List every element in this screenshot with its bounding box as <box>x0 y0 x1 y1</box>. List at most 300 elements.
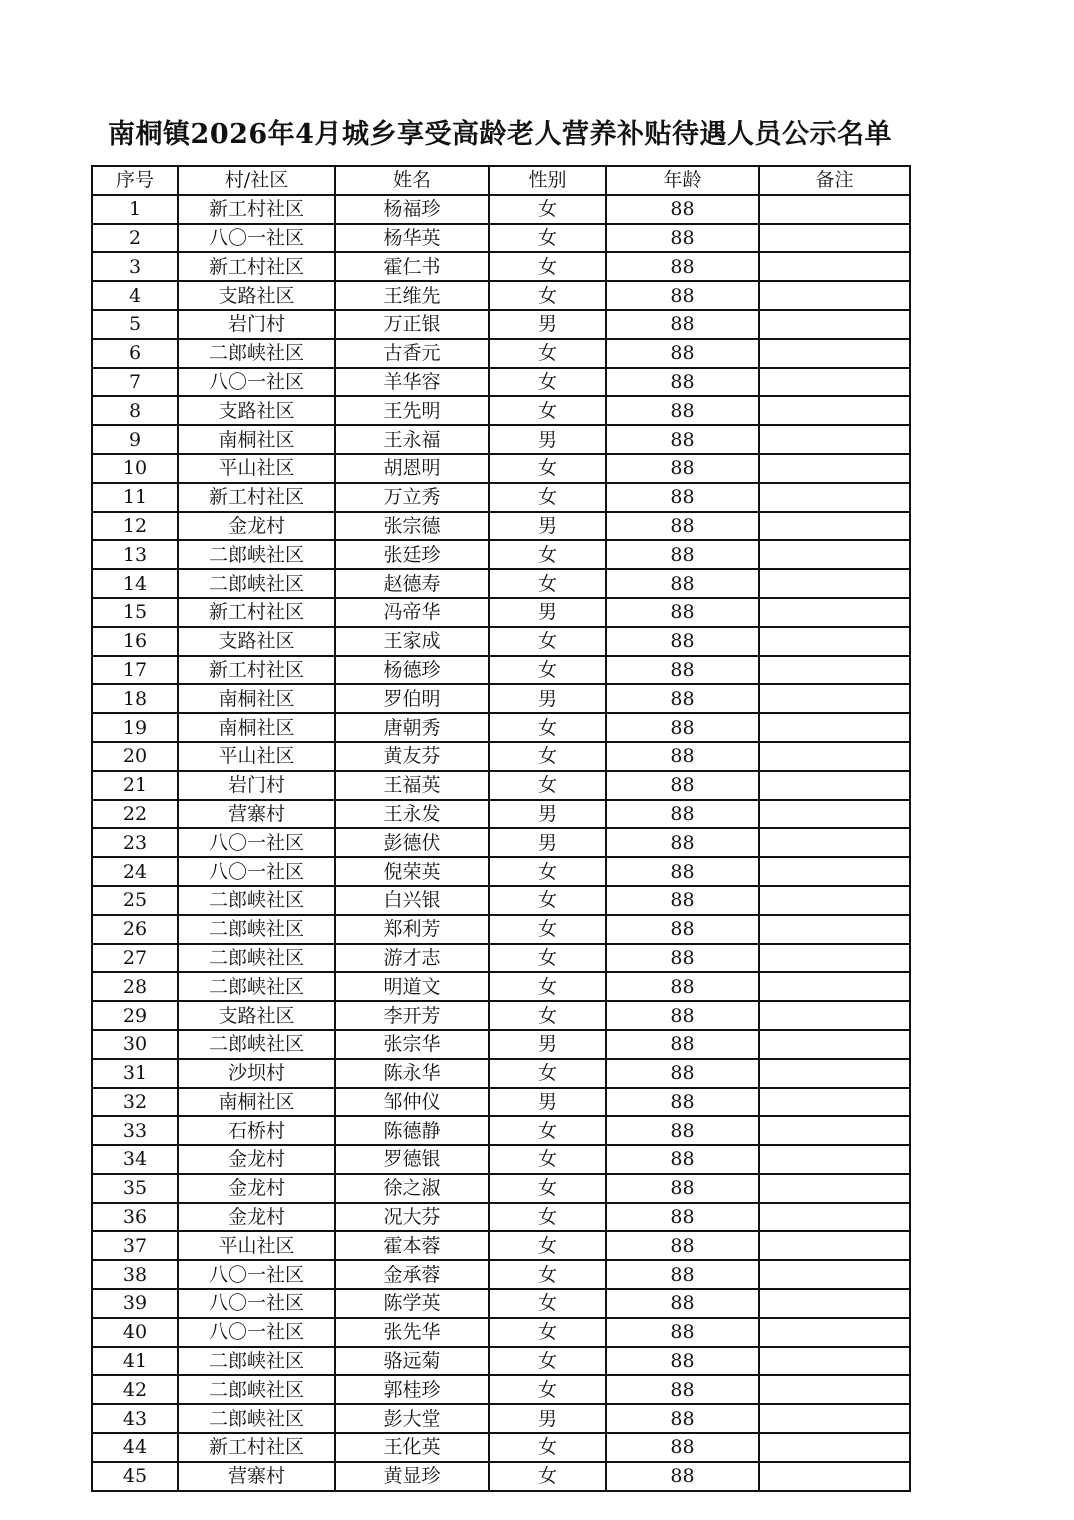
cell-gender: 女 <box>489 1433 606 1462</box>
cell-name: 郭桂珍 <box>335 1375 489 1404</box>
table-row <box>92 771 910 800</box>
cell-name: 倪荣英 <box>335 857 489 886</box>
table-row <box>92 1145 910 1174</box>
cell-age: 88 <box>606 713 759 742</box>
cell-age: 88 <box>606 425 759 454</box>
column-header-name: 姓名 <box>335 166 489 195</box>
cell-community: 二郎峡社区 <box>178 339 335 368</box>
cell-name: 金承蓉 <box>335 1260 489 1289</box>
cell-community: 沙坝村 <box>178 1059 335 1088</box>
cell-gender: 女 <box>489 915 606 944</box>
table-row <box>92 425 910 454</box>
cell-gender: 女 <box>489 1347 606 1376</box>
cell-name: 黄显珍 <box>335 1462 489 1491</box>
cell-index: 31 <box>92 1059 178 1088</box>
cell-community: 二郎峡社区 <box>178 1404 335 1433</box>
cell-community: 八〇一社区 <box>178 1318 335 1347</box>
cell-remarks <box>759 915 910 944</box>
cell-index: 27 <box>92 944 178 973</box>
cell-age: 88 <box>606 598 759 627</box>
cell-remarks <box>759 1347 910 1376</box>
cell-community: 二郎峡社区 <box>178 915 335 944</box>
cell-age: 88 <box>606 1203 759 1232</box>
cell-index: 24 <box>92 857 178 886</box>
cell-remarks <box>759 742 910 771</box>
cell-community: 二郎峡社区 <box>178 972 335 1001</box>
cell-name: 彭大堂 <box>335 1404 489 1433</box>
cell-community: 支路社区 <box>178 396 335 425</box>
table-row <box>92 569 910 598</box>
cell-remarks <box>759 944 910 973</box>
cell-gender: 男 <box>489 310 606 339</box>
table-row <box>92 656 910 685</box>
cell-community: 金龙村 <box>178 512 335 541</box>
cell-community: 新工村社区 <box>178 195 335 224</box>
cell-remarks <box>759 1260 910 1289</box>
cell-gender: 男 <box>489 512 606 541</box>
table-row <box>92 454 910 483</box>
cell-age: 88 <box>606 742 759 771</box>
cell-name: 徐之淑 <box>335 1174 489 1203</box>
table-row <box>92 1433 910 1462</box>
cell-community: 营寨村 <box>178 1462 335 1491</box>
cell-community: 二郎峡社区 <box>178 944 335 973</box>
table-row <box>92 368 910 397</box>
cell-name: 王先明 <box>335 396 489 425</box>
cell-name: 杨华英 <box>335 224 489 253</box>
cell-community: 平山社区 <box>178 454 335 483</box>
cell-remarks <box>759 224 910 253</box>
cell-index: 3 <box>92 252 178 281</box>
cell-remarks <box>759 828 910 857</box>
cell-remarks <box>759 425 910 454</box>
cell-community: 石桥村 <box>178 1116 335 1145</box>
table-row <box>92 1404 910 1433</box>
cell-name: 唐朝秀 <box>335 713 489 742</box>
cell-name: 杨德珍 <box>335 656 489 685</box>
cell-name: 郑利芳 <box>335 915 489 944</box>
cell-remarks <box>759 540 910 569</box>
cell-age: 88 <box>606 1404 759 1433</box>
table-row <box>92 828 910 857</box>
cell-index: 37 <box>92 1231 178 1260</box>
cell-gender: 女 <box>489 1145 606 1174</box>
cell-age: 88 <box>606 1260 759 1289</box>
table-row <box>92 1318 910 1347</box>
cell-community: 南桐社区 <box>178 684 335 713</box>
table-row <box>92 1462 910 1491</box>
cell-gender: 女 <box>489 1059 606 1088</box>
cell-remarks <box>759 684 910 713</box>
cell-index: 40 <box>92 1318 178 1347</box>
cell-name: 万正银 <box>335 310 489 339</box>
cell-age: 88 <box>606 483 759 512</box>
cell-remarks <box>759 1375 910 1404</box>
cell-name: 王永发 <box>335 800 489 829</box>
cell-community: 二郎峡社区 <box>178 1347 335 1376</box>
roster-body <box>92 195 910 1491</box>
cell-age: 88 <box>606 684 759 713</box>
cell-remarks <box>759 195 910 224</box>
cell-age: 88 <box>606 540 759 569</box>
cell-index: 2 <box>92 224 178 253</box>
table-row <box>92 1174 910 1203</box>
cell-community: 营寨村 <box>178 800 335 829</box>
cell-gender: 女 <box>489 483 606 512</box>
header-row <box>92 166 910 195</box>
cell-gender: 女 <box>489 1289 606 1318</box>
cell-community: 八〇一社区 <box>178 1260 335 1289</box>
cell-community: 八〇一社区 <box>178 368 335 397</box>
cell-gender: 女 <box>489 1375 606 1404</box>
cell-name: 王维先 <box>335 281 489 310</box>
cell-index: 30 <box>92 1030 178 1059</box>
cell-remarks <box>759 339 910 368</box>
cell-index: 44 <box>92 1433 178 1462</box>
cell-age: 88 <box>606 1289 759 1318</box>
cell-name: 万立秀 <box>335 483 489 512</box>
table-row <box>92 1203 910 1232</box>
cell-age: 88 <box>606 972 759 1001</box>
column-header-age: 年龄 <box>606 166 759 195</box>
cell-gender: 男 <box>489 828 606 857</box>
cell-name: 霍仁书 <box>335 252 489 281</box>
cell-index: 17 <box>92 656 178 685</box>
cell-age: 88 <box>606 915 759 944</box>
cell-gender: 女 <box>489 281 606 310</box>
table-row <box>92 972 910 1001</box>
table-row <box>92 886 910 915</box>
cell-remarks <box>759 627 910 656</box>
cell-age: 88 <box>606 1088 759 1117</box>
cell-index: 35 <box>92 1174 178 1203</box>
table-row <box>92 1375 910 1404</box>
cell-age: 88 <box>606 1030 759 1059</box>
cell-gender: 女 <box>489 1203 606 1232</box>
cell-gender: 女 <box>489 1174 606 1203</box>
cell-gender: 女 <box>489 339 606 368</box>
cell-age: 88 <box>606 224 759 253</box>
cell-age: 88 <box>606 944 759 973</box>
cell-name: 张廷珍 <box>335 540 489 569</box>
cell-index: 38 <box>92 1260 178 1289</box>
cell-remarks <box>759 310 910 339</box>
cell-remarks <box>759 512 910 541</box>
cell-index: 42 <box>92 1375 178 1404</box>
cell-index: 15 <box>92 598 178 627</box>
cell-community: 新工村社区 <box>178 483 335 512</box>
cell-community: 支路社区 <box>178 1001 335 1030</box>
cell-name: 罗德银 <box>335 1145 489 1174</box>
cell-gender: 女 <box>489 857 606 886</box>
cell-community: 二郎峡社区 <box>178 540 335 569</box>
cell-community: 南桐社区 <box>178 713 335 742</box>
cell-name: 古香元 <box>335 339 489 368</box>
cell-name: 赵德寿 <box>335 569 489 598</box>
table-row <box>92 1059 910 1088</box>
table-row <box>92 224 910 253</box>
table-row <box>92 800 910 829</box>
cell-gender: 女 <box>489 540 606 569</box>
cell-name: 王家成 <box>335 627 489 656</box>
cell-gender: 女 <box>489 569 606 598</box>
cell-remarks <box>759 454 910 483</box>
cell-name: 王化英 <box>335 1433 489 1462</box>
cell-name: 羊华容 <box>335 368 489 397</box>
cell-age: 88 <box>606 1462 759 1491</box>
cell-remarks <box>759 281 910 310</box>
table-row <box>92 944 910 973</box>
cell-name: 彭德伏 <box>335 828 489 857</box>
cell-gender: 男 <box>489 425 606 454</box>
cell-remarks <box>759 1001 910 1030</box>
cell-gender: 男 <box>489 684 606 713</box>
cell-age: 88 <box>606 800 759 829</box>
cell-age: 88 <box>606 771 759 800</box>
cell-index: 13 <box>92 540 178 569</box>
table-row <box>92 1231 910 1260</box>
cell-index: 8 <box>92 396 178 425</box>
cell-community: 岩门村 <box>178 771 335 800</box>
cell-gender: 女 <box>489 627 606 656</box>
table-row <box>92 483 910 512</box>
cell-remarks <box>759 1088 910 1117</box>
cell-gender: 女 <box>489 1260 606 1289</box>
cell-name: 霍本蓉 <box>335 1231 489 1260</box>
cell-name: 张先华 <box>335 1318 489 1347</box>
cell-community: 支路社区 <box>178 281 335 310</box>
column-header-remarks: 备注 <box>759 166 910 195</box>
cell-gender: 女 <box>489 972 606 1001</box>
cell-age: 88 <box>606 569 759 598</box>
cell-community: 南桐社区 <box>178 425 335 454</box>
cell-community: 八〇一社区 <box>178 857 335 886</box>
table-row <box>92 857 910 886</box>
cell-remarks <box>759 771 910 800</box>
cell-index: 36 <box>92 1203 178 1232</box>
cell-remarks <box>759 1289 910 1318</box>
cell-name: 白兴银 <box>335 886 489 915</box>
cell-remarks <box>759 569 910 598</box>
cell-index: 25 <box>92 886 178 915</box>
cell-age: 88 <box>606 886 759 915</box>
cell-index: 28 <box>92 972 178 1001</box>
cell-index: 19 <box>92 713 178 742</box>
cell-community: 金龙村 <box>178 1174 335 1203</box>
cell-community: 平山社区 <box>178 1231 335 1260</box>
cell-remarks <box>759 857 910 886</box>
cell-gender: 女 <box>489 1001 606 1030</box>
cell-index: 4 <box>92 281 178 310</box>
cell-age: 88 <box>606 1174 759 1203</box>
cell-gender: 女 <box>489 1231 606 1260</box>
cell-gender: 女 <box>489 454 606 483</box>
cell-index: 43 <box>92 1404 178 1433</box>
cell-gender: 女 <box>489 1462 606 1491</box>
cell-index: 14 <box>92 569 178 598</box>
cell-index: 23 <box>92 828 178 857</box>
table-row <box>92 310 910 339</box>
cell-index: 33 <box>92 1116 178 1145</box>
cell-age: 88 <box>606 454 759 483</box>
cell-name: 胡恩明 <box>335 454 489 483</box>
roster-table <box>91 165 911 1492</box>
cell-name: 李开芳 <box>335 1001 489 1030</box>
cell-gender: 女 <box>489 195 606 224</box>
table-row <box>92 742 910 771</box>
cell-index: 26 <box>92 915 178 944</box>
cell-community: 八〇一社区 <box>178 1289 335 1318</box>
cell-community: 新工村社区 <box>178 598 335 627</box>
cell-name: 罗伯明 <box>335 684 489 713</box>
cell-gender: 男 <box>489 800 606 829</box>
cell-age: 88 <box>606 857 759 886</box>
cell-index: 21 <box>92 771 178 800</box>
cell-index: 20 <box>92 742 178 771</box>
cell-name: 王永福 <box>335 425 489 454</box>
cell-name: 明道文 <box>335 972 489 1001</box>
cell-gender: 男 <box>489 598 606 627</box>
cell-gender: 女 <box>489 944 606 973</box>
cell-remarks <box>759 972 910 1001</box>
cell-index: 45 <box>92 1462 178 1491</box>
cell-community: 金龙村 <box>178 1145 335 1174</box>
cell-age: 88 <box>606 1145 759 1174</box>
cell-community: 新工村社区 <box>178 1433 335 1462</box>
cell-age: 88 <box>606 1116 759 1145</box>
cell-community: 新工村社区 <box>178 252 335 281</box>
cell-index: 7 <box>92 368 178 397</box>
cell-age: 88 <box>606 281 759 310</box>
cell-age: 88 <box>606 1318 759 1347</box>
cell-community: 支路社区 <box>178 627 335 656</box>
cell-community: 二郎峡社区 <box>178 569 335 598</box>
cell-community: 二郎峡社区 <box>178 886 335 915</box>
table-row <box>92 396 910 425</box>
table-row <box>92 1289 910 1318</box>
cell-gender: 女 <box>489 1318 606 1347</box>
table-row <box>92 339 910 368</box>
cell-name: 骆远菊 <box>335 1347 489 1376</box>
cell-gender: 男 <box>489 1088 606 1117</box>
cell-community: 新工村社区 <box>178 656 335 685</box>
cell-age: 88 <box>606 1001 759 1030</box>
cell-remarks <box>759 713 910 742</box>
cell-age: 88 <box>606 339 759 368</box>
cell-remarks <box>759 1231 910 1260</box>
cell-gender: 女 <box>489 742 606 771</box>
cell-name: 张宗德 <box>335 512 489 541</box>
cell-index: 16 <box>92 627 178 656</box>
cell-age: 88 <box>606 512 759 541</box>
cell-name: 游才志 <box>335 944 489 973</box>
column-header-gender: 性别 <box>489 166 606 195</box>
table-row <box>92 1001 910 1030</box>
table-row <box>92 1116 910 1145</box>
cell-remarks <box>759 483 910 512</box>
cell-age: 88 <box>606 656 759 685</box>
table-row <box>92 281 910 310</box>
cell-name: 王福英 <box>335 771 489 800</box>
cell-gender: 女 <box>489 224 606 253</box>
cell-gender: 男 <box>489 1030 606 1059</box>
cell-name: 陈德静 <box>335 1116 489 1145</box>
table-row <box>92 195 910 224</box>
table-row <box>92 713 910 742</box>
cell-index: 10 <box>92 454 178 483</box>
cell-gender: 女 <box>489 396 606 425</box>
cell-age: 88 <box>606 252 759 281</box>
cell-community: 八〇一社区 <box>178 224 335 253</box>
cell-index: 9 <box>92 425 178 454</box>
cell-remarks <box>759 252 910 281</box>
cell-community: 八〇一社区 <box>178 828 335 857</box>
cell-gender: 女 <box>489 252 606 281</box>
cell-age: 88 <box>606 368 759 397</box>
cell-remarks <box>759 1059 910 1088</box>
cell-index: 39 <box>92 1289 178 1318</box>
cell-name: 陈学英 <box>335 1289 489 1318</box>
cell-gender: 女 <box>489 656 606 685</box>
cell-community: 二郎峡社区 <box>178 1030 335 1059</box>
cell-remarks <box>759 886 910 915</box>
cell-gender: 男 <box>489 1404 606 1433</box>
cell-age: 88 <box>606 1375 759 1404</box>
cell-remarks <box>759 1433 910 1462</box>
table-row <box>92 1030 910 1059</box>
cell-name: 冯帝华 <box>335 598 489 627</box>
cell-index: 12 <box>92 512 178 541</box>
table-row <box>92 1347 910 1376</box>
cell-name: 况大芬 <box>335 1203 489 1232</box>
cell-name: 邹仲仪 <box>335 1088 489 1117</box>
cell-age: 88 <box>606 1347 759 1376</box>
cell-remarks <box>759 800 910 829</box>
table-row <box>92 627 910 656</box>
cell-age: 88 <box>606 1059 759 1088</box>
table-row <box>92 684 910 713</box>
cell-index: 1 <box>92 195 178 224</box>
cell-index: 5 <box>92 310 178 339</box>
cell-index: 29 <box>92 1001 178 1030</box>
cell-remarks <box>759 1404 910 1433</box>
cell-name: 陈永华 <box>335 1059 489 1088</box>
cell-index: 22 <box>92 800 178 829</box>
table-row <box>92 1088 910 1117</box>
cell-remarks <box>759 1145 910 1174</box>
cell-gender: 女 <box>489 713 606 742</box>
cell-age: 88 <box>606 828 759 857</box>
cell-age: 88 <box>606 310 759 339</box>
table-row <box>92 540 910 569</box>
cell-index: 41 <box>92 1347 178 1376</box>
cell-community: 南桐社区 <box>178 1088 335 1117</box>
cell-age: 88 <box>606 396 759 425</box>
cell-remarks <box>759 396 910 425</box>
cell-age: 88 <box>606 1433 759 1462</box>
cell-remarks <box>759 1318 910 1347</box>
table-row <box>92 252 910 281</box>
cell-remarks <box>759 656 910 685</box>
table-row <box>92 915 910 944</box>
cell-community: 平山社区 <box>178 742 335 771</box>
cell-remarks <box>759 1203 910 1232</box>
cell-remarks <box>759 598 910 627</box>
table-row <box>92 1260 910 1289</box>
cell-index: 18 <box>92 684 178 713</box>
table-row <box>92 512 910 541</box>
cell-index: 11 <box>92 483 178 512</box>
